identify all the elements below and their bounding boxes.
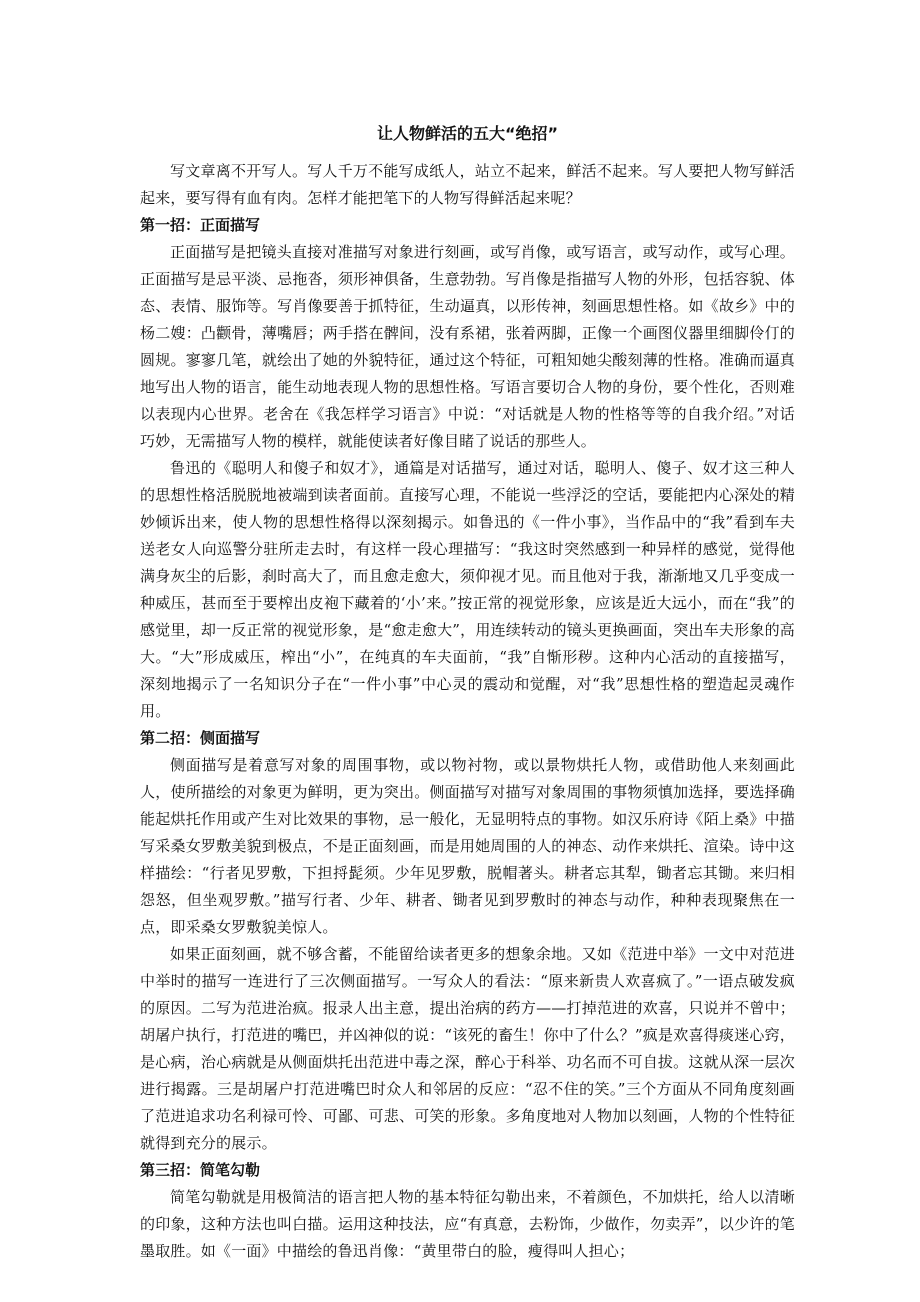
section-heading-2: 第二招：侧面描写 bbox=[140, 729, 261, 747]
section-1-paragraph-1: 正面描写是把镜头直接对准描写对象进行刻画，或写肖像，或写语言，或写动作，或写心理。正面描写是忌平淡、忌拖沓，须形神俱备，生意勃勃。写肖像是指描写人物的外形，包括容貌、体态、表情、服饰等。写肖像要善于抓特征，生动逼真，以形传神，刻画思想性格。如《故乡》中的杨二嫂：凸颧骨，薄嘴唇；两手搭在髀间，没有系裙，张着两脚，正像一个画图仪器里细脚伶仃的圆规。寥寥几笔，就绘出了她的外貌特征，通过这个特征，可粗知她尖酸刻薄的性格。准确而逼真地写出人物的语言，能生动地表现人物的思想性格。写语言要切合人物的身份，要个性化，否则难以表现内心世界。老舍在《我怎样学习语言》中说：“对话就是人物的性格等等的自我介绍。”对话巧妙，无需描写人物的模样，就能使读者好像目睹了说话的那些人。 bbox=[140, 243, 795, 450]
document-page bbox=[140, 122, 795, 1265]
section-heading-3: 第三招：简笔勾勒 bbox=[140, 1161, 261, 1179]
document-title: 让人物鲜活的五大“绝招” bbox=[376, 124, 559, 143]
section-2-paragraph-1: 侧面描写是着意写对象的周围事物，或以物衬物，或以景物烘托人物，或借助他人来刻画此人，使所描绘的对象更为鲜明，更为突出。侧面描写对描写对象周围的事物须慎加选择，要选择确能起烘托作用或产生对比效果的事物，忌一般化，无显明特点的事物。如汉乐府诗《陌上桑》中描写采桑女罗敷美貌到极点，不是正面刻画，而是用她周围的人的神态、动作来烘托、渲染。诗中这样描绘：“行者见罗敷，下担捋髭须。少年见罗敷，脱帽著头。耕者忘其犁，锄者忘其锄。来归相怨怒，但坐观罗敷。”描写行者、少年、耕者、锄者见到罗敷时的神态与动作，种种表现聚焦在一点，即采桑女罗敷貌美惊人。 bbox=[140, 756, 795, 936]
intro-paragraph: 写文章离不开写人。写人千万不能写成纸人，站立不起来，鲜活不起来。写人要把人物写鲜活起来，要写得有血有肉。怎样才能把笔下的人物写得鲜活起来呢？ bbox=[140, 162, 795, 207]
section-1-paragraph-2: 鲁迅的《聪明人和傻子和奴才》，通篇是对话描写，通过对话，聪明人、傻子、奴才这三种人的思想性格活脱脱地被端到读者面前。直接写心理，不能说一些浮泛的空话，要能把内心深处的精妙倾诉出来，使人物的思想性格得以深刻揭示。如鲁迅的《一件小事》，当作品中的“我”看到车夫送老女人向巡警分驻所走去时，有这样一段心理描写：“我这时突然感到一种异样的感觉，觉得他满身灰尘的后影，刹时高大了，而且愈走愈大，须仰视才见。而且他对于我，渐渐地又几乎变成一种威压，甚而至于要榨出皮袍下藏着的‘小’来。”按正常的视觉形象，应该是近大远小，而在“我”的感觉里，却一反正常的视觉形象，是“愈走愈大”，用连续转动的镜头更换画面，突出车夫形象的高大。“大”形成威压，榨出“小”，在纯真的车夫面前，“我”自惭形秽。这种内心活动的直接描写，深刻地揭示了一名知识分子在“一件小事”中心灵的震动和觉醒，对“我”思想性格的塑造起灵魂作用。 bbox=[140, 459, 795, 720]
section-heading-1: 第一招：正面描写 bbox=[140, 216, 261, 234]
section-3-paragraph-1: 简笔勾勒就是用极简洁的语言把人物的基本特征勾勒出来，不着颜色，不加烘托，给人以清晰的印象，这种方法也叫白描。运用这种技法，应“有真意，去粉饰，少做作，勿卖弄”，以少许的笔墨取胜。如《一面》中描绘的鲁迅肖像：“黄里带白的脸，瘦得叫人担心； bbox=[140, 1188, 795, 1260]
section-2-paragraph-2: 如果正面刻画，就不够含蓄，不能留给读者更多的想象余地。又如《范进中举》一文中对范进中举时的描写一连进行了三次侧面描写。一写众人的看法：“原来新贵人欢喜疯了。”一语点破发疯的原因。二写为范进治疯。报录人出主意，提出治病的药方——打掉范进的欢喜，只说并不曾中；胡屠户执行，打范进的嘴巴，并凶神似的说：“该死的畜生！你中了什么？”疯是欢喜得痰迷心窍，是心病，治心病就是从侧面烘托出范进中毒之深，醉心于科举、功名而不可自拔。这就从深一层次进行揭露。三是胡屠户打范进嘴巴时众人和邻居的反应：“忍不住的笑。”三个方面从不同角度刻画了范进追求功名利禄可怜、可鄙、可悲、可笑的形象。多角度地对人物加以刻画，人物的个性特征就得到充分的展示。 bbox=[140, 945, 795, 1152]
